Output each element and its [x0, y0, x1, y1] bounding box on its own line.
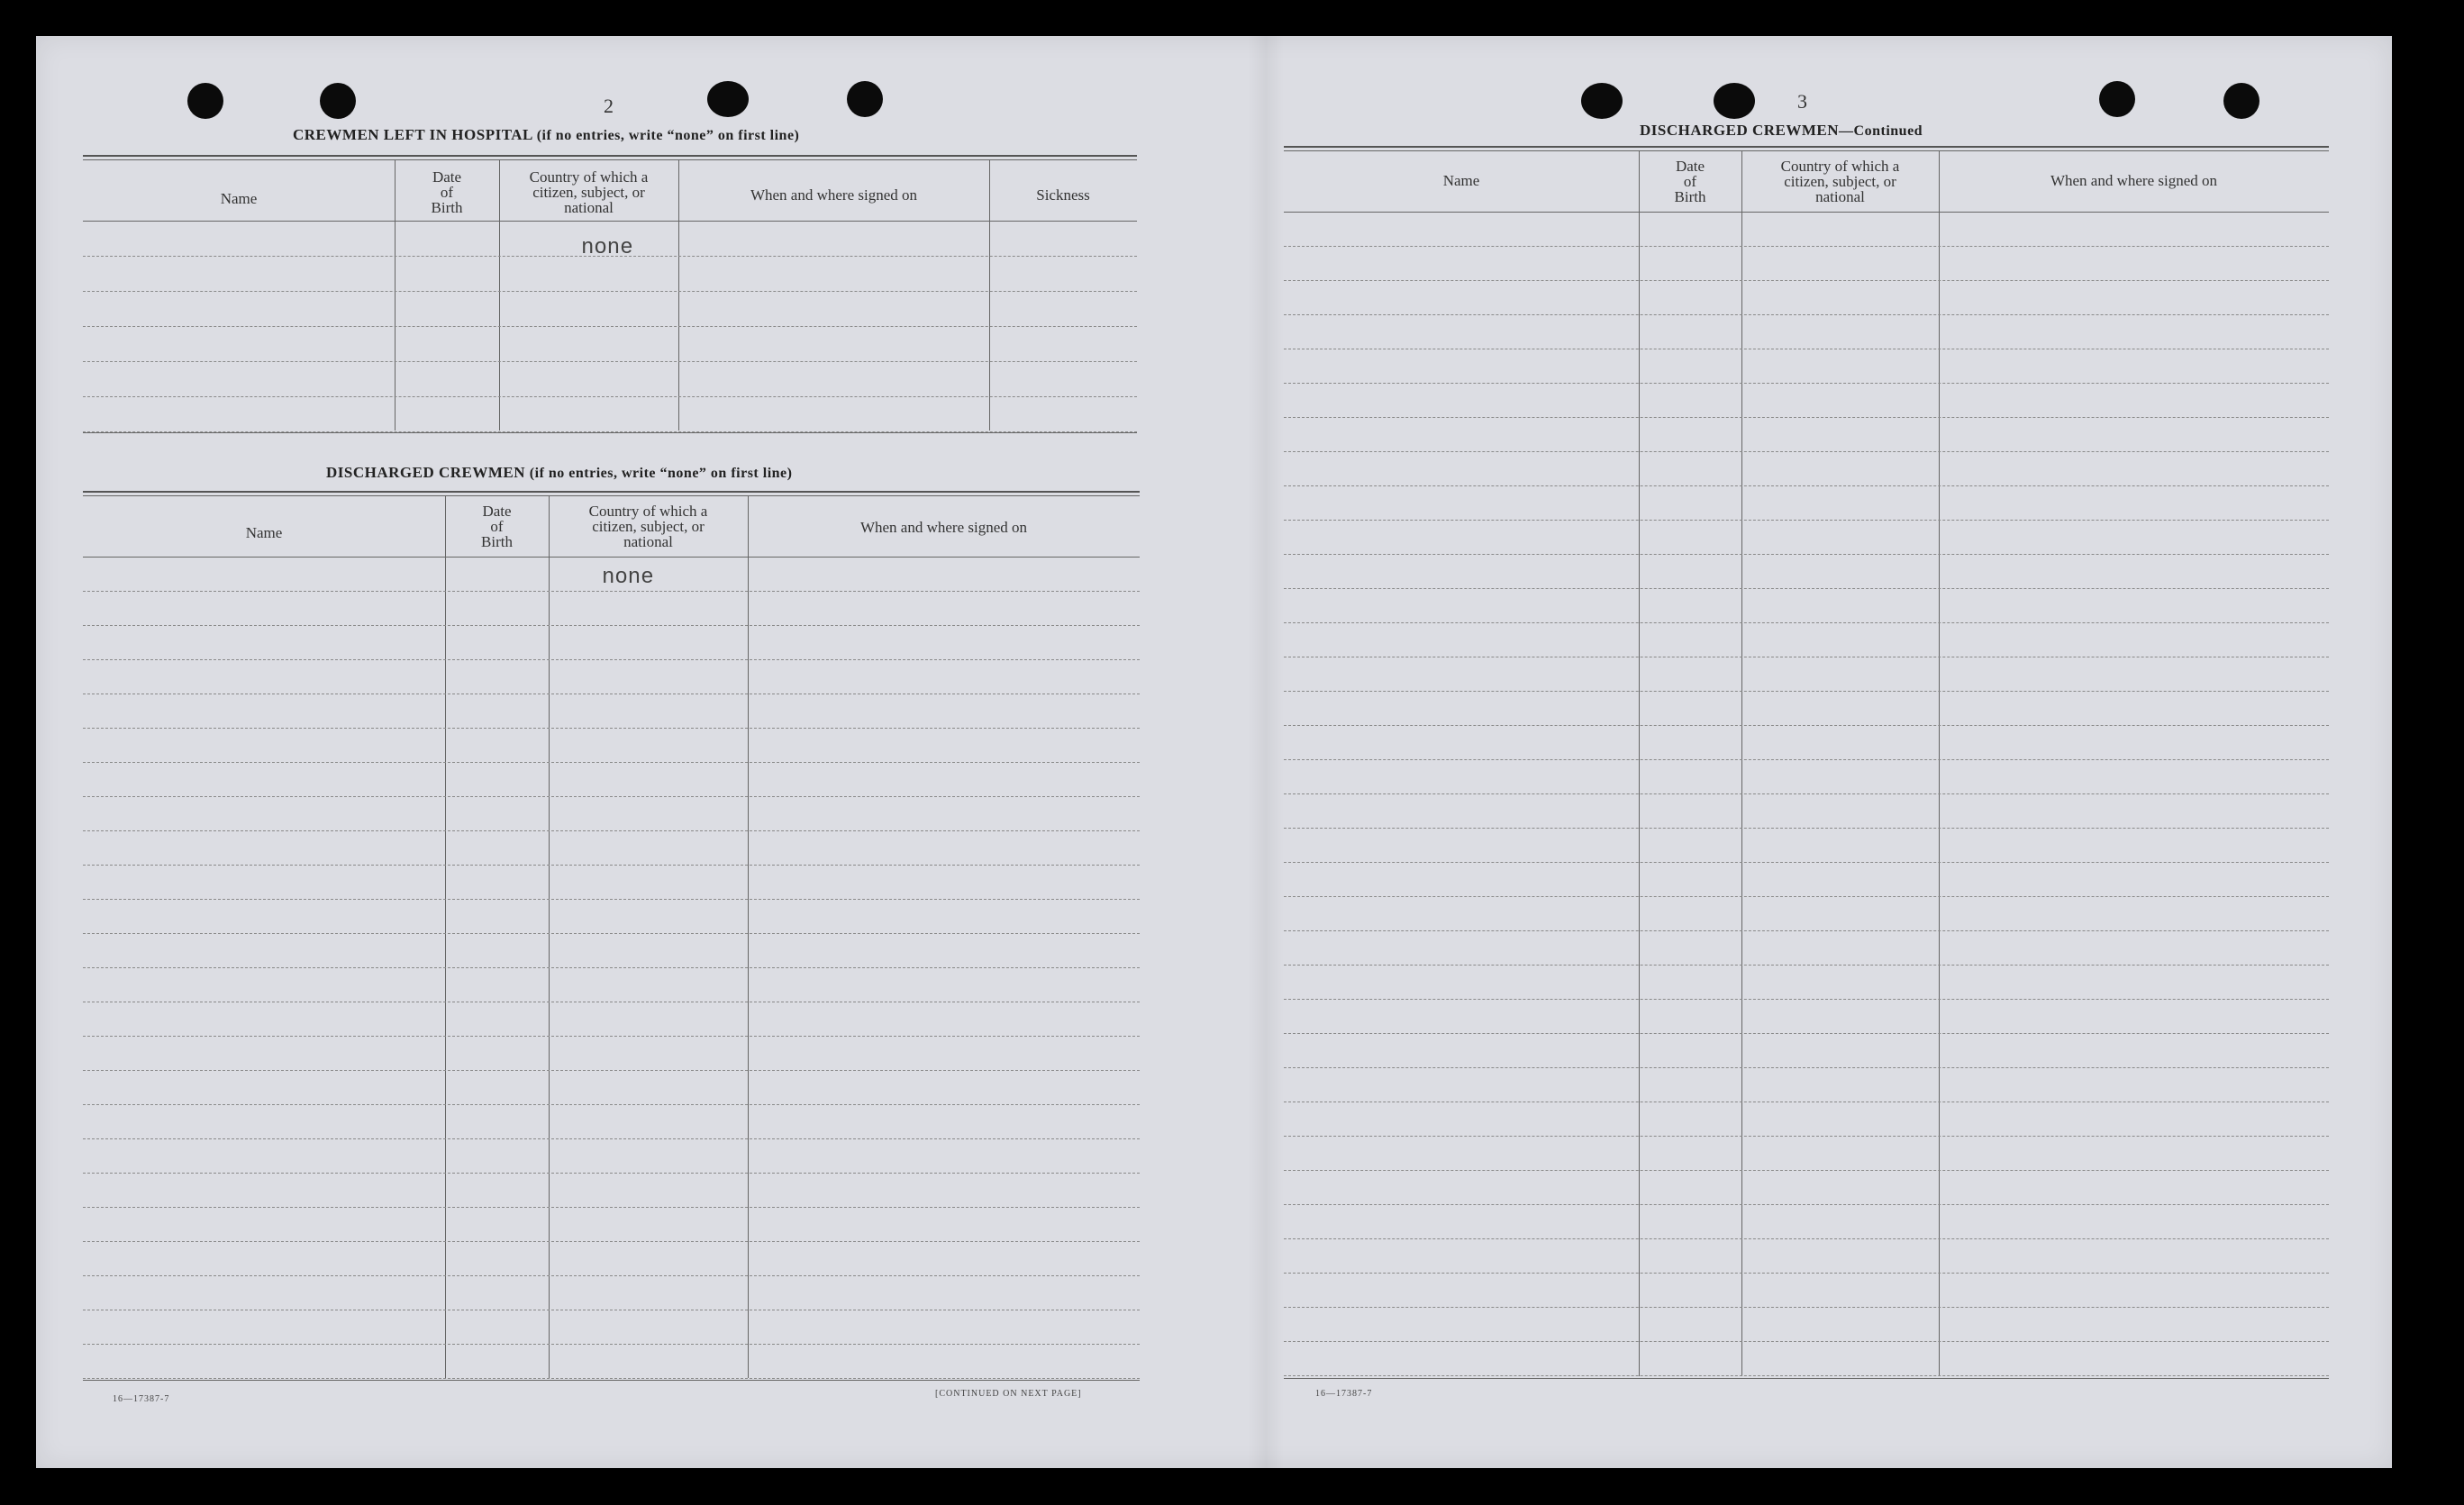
header-bottom-rule: [83, 221, 1137, 222]
header-line: Birth: [431, 199, 463, 216]
table-row: [1284, 999, 2329, 1000]
table-row: [83, 1138, 1140, 1139]
table-row: [1284, 383, 2329, 384]
header-line: national: [1815, 188, 1865, 205]
table-row: [83, 1378, 1140, 1379]
page-gutter: [1248, 36, 1284, 1468]
header-bottom-rule: [1284, 212, 2329, 213]
header-rule: [83, 495, 1140, 496]
table-row: [1284, 1033, 2329, 1034]
table-row: [1284, 417, 2329, 418]
header-bottom-rule: [83, 557, 1140, 558]
punch-hole: [187, 83, 223, 119]
table-row: [1284, 280, 2329, 281]
punch-hole: [847, 81, 883, 117]
column-header-name: [1287, 173, 1635, 188]
form-number: 16—17387-7: [1315, 1389, 1373, 1399]
header-line: Country of which a: [1780, 158, 1900, 175]
table-row: [83, 396, 1137, 397]
column-divider: [1741, 150, 1742, 1376]
table-row: [83, 830, 1140, 831]
column-header-country: [552, 503, 744, 549]
table-row: [1284, 622, 2329, 623]
punch-hole: [2223, 83, 2259, 119]
table-row: [1284, 520, 2329, 521]
punch-hole: [320, 83, 356, 119]
table-row: [1284, 1238, 2329, 1239]
section-title-hospital: [293, 126, 799, 144]
column-divider: [1939, 150, 1940, 1376]
header-rule: [83, 155, 1137, 157]
section-title-main: DISCHARGED CREWMEN: [1640, 122, 1840, 139]
column-divider: [549, 495, 550, 1378]
column-header-country: [503, 169, 675, 215]
table-row: [83, 1070, 1140, 1071]
header-rule: [1284, 150, 2329, 151]
table-row: [83, 361, 1137, 362]
table-row: [1284, 1273, 2329, 1274]
table-row: [1284, 588, 2329, 589]
table-row: [83, 1275, 1140, 1276]
page-number: 2: [604, 95, 614, 117]
section-title-note: —Continued: [1839, 123, 1923, 139]
table-row: [1284, 725, 2329, 726]
column-header-dob: [1642, 159, 1738, 204]
column-header-signed: [751, 520, 1136, 535]
header-line: Date: [1675, 158, 1705, 175]
table-row: [83, 796, 1140, 797]
header-line: When and where signed on: [859, 519, 1028, 536]
column-header-name: [86, 525, 441, 540]
section-title-note: (if no entries, write “none” on first line): [536, 128, 800, 143]
table-row: [1284, 554, 2329, 555]
table-row: [1284, 930, 2329, 931]
section-title-main: DISCHARGED CREWMEN: [326, 464, 526, 481]
column-divider: [395, 159, 396, 431]
table-row: [83, 1344, 1140, 1345]
column-header-dob: [449, 503, 545, 549]
typed-entry: none: [602, 566, 654, 590]
table-row: [83, 762, 1140, 763]
column-header-dob: [398, 169, 496, 215]
table-row: [1284, 1170, 2329, 1171]
typed-entry: none: [581, 236, 633, 260]
header-line: Sickness: [1036, 186, 1090, 204]
column-divider: [499, 159, 500, 431]
column-divider: [678, 159, 679, 431]
header-line: Name: [220, 190, 258, 207]
header-line: national: [564, 199, 614, 216]
header-line: Date: [482, 503, 512, 520]
table-row: [83, 1173, 1140, 1174]
table-row: [1284, 1136, 2329, 1137]
punch-hole: [707, 81, 749, 117]
table-row: [83, 1104, 1140, 1105]
table-row: [83, 1241, 1140, 1242]
table-row: [1284, 1067, 2329, 1068]
table-row: [83, 659, 1140, 660]
header-line: of: [1683, 173, 1697, 190]
column-header-name: [86, 191, 391, 206]
table-row: [83, 967, 1140, 968]
form-number: 16—17387-7: [113, 1394, 170, 1404]
header-line: Birth: [481, 533, 513, 550]
table-row: [1284, 1341, 2329, 1342]
punch-hole: [2099, 81, 2135, 117]
header-line: citizen, subject, or: [592, 518, 705, 535]
header-rule: [1284, 146, 2329, 148]
table-row: [83, 591, 1140, 592]
header-line: Date: [432, 168, 462, 186]
table-row: [83, 291, 1137, 292]
header-line: national: [623, 533, 673, 550]
header-line: of: [440, 184, 454, 201]
section-title-discharged-continued: [1640, 122, 1923, 140]
header-line: citizen, subject, or: [1784, 173, 1896, 190]
header-line: Country of which a: [529, 168, 649, 186]
table-row: [1284, 691, 2329, 692]
column-header-signed: [682, 187, 986, 203]
punch-hole: [1714, 83, 1755, 119]
document-sheet: [36, 36, 2392, 1468]
table-row: [1284, 485, 2329, 486]
table-row: [1284, 1307, 2329, 1308]
table-bottom-rule: [83, 1380, 1140, 1381]
column-header-country: [1745, 159, 1935, 204]
column-divider: [748, 495, 749, 1378]
table-row: [1284, 1204, 2329, 1205]
column-divider: [1639, 150, 1640, 1376]
table-row: [83, 933, 1140, 934]
header-line: When and where signed on: [750, 186, 918, 204]
table-row: [1284, 862, 2329, 863]
continued-note: [CONTINUED ON NEXT PAGE]: [935, 1389, 1082, 1399]
table-row: [1284, 1375, 2329, 1376]
table-row: [83, 326, 1137, 327]
header-line: Birth: [1674, 188, 1706, 205]
column-header-sickness: [993, 187, 1133, 203]
table-row: [1284, 965, 2329, 966]
table-row: [83, 1207, 1140, 1208]
table-row: [83, 899, 1140, 900]
section-title-note: (if no entries, write “none” on first line): [529, 466, 793, 481]
table-bottom-rule: [83, 432, 1137, 433]
table-bottom-rule: [1284, 1378, 2329, 1379]
table-row: [1284, 828, 2329, 829]
table-row: [83, 1036, 1140, 1037]
header-line: Name: [1442, 172, 1480, 189]
table-row: [83, 865, 1140, 866]
column-divider: [989, 159, 990, 431]
column-header-signed: [1942, 173, 2325, 188]
header-line: Name: [245, 524, 283, 541]
table-row: [83, 728, 1140, 729]
punch-hole: [1581, 83, 1623, 119]
header-line: of: [490, 518, 504, 535]
table-row: [1284, 793, 2329, 794]
table-row: [1284, 759, 2329, 760]
table-row: [1284, 896, 2329, 897]
section-title-discharged: [326, 464, 792, 482]
table-row: [1284, 246, 2329, 247]
table-row: [83, 625, 1140, 626]
section-title-main: CREWMEN LEFT IN HOSPITAL: [293, 126, 532, 143]
page-number: 3: [1797, 90, 1807, 113]
header-rule: [83, 159, 1137, 160]
column-divider: [445, 495, 446, 1378]
header-line: Country of which a: [588, 503, 708, 520]
header-line: citizen, subject, or: [532, 184, 645, 201]
header-rule: [83, 491, 1140, 493]
table-row: [1284, 314, 2329, 315]
header-line: When and where signed on: [2050, 172, 2218, 189]
table-row: [1284, 451, 2329, 452]
